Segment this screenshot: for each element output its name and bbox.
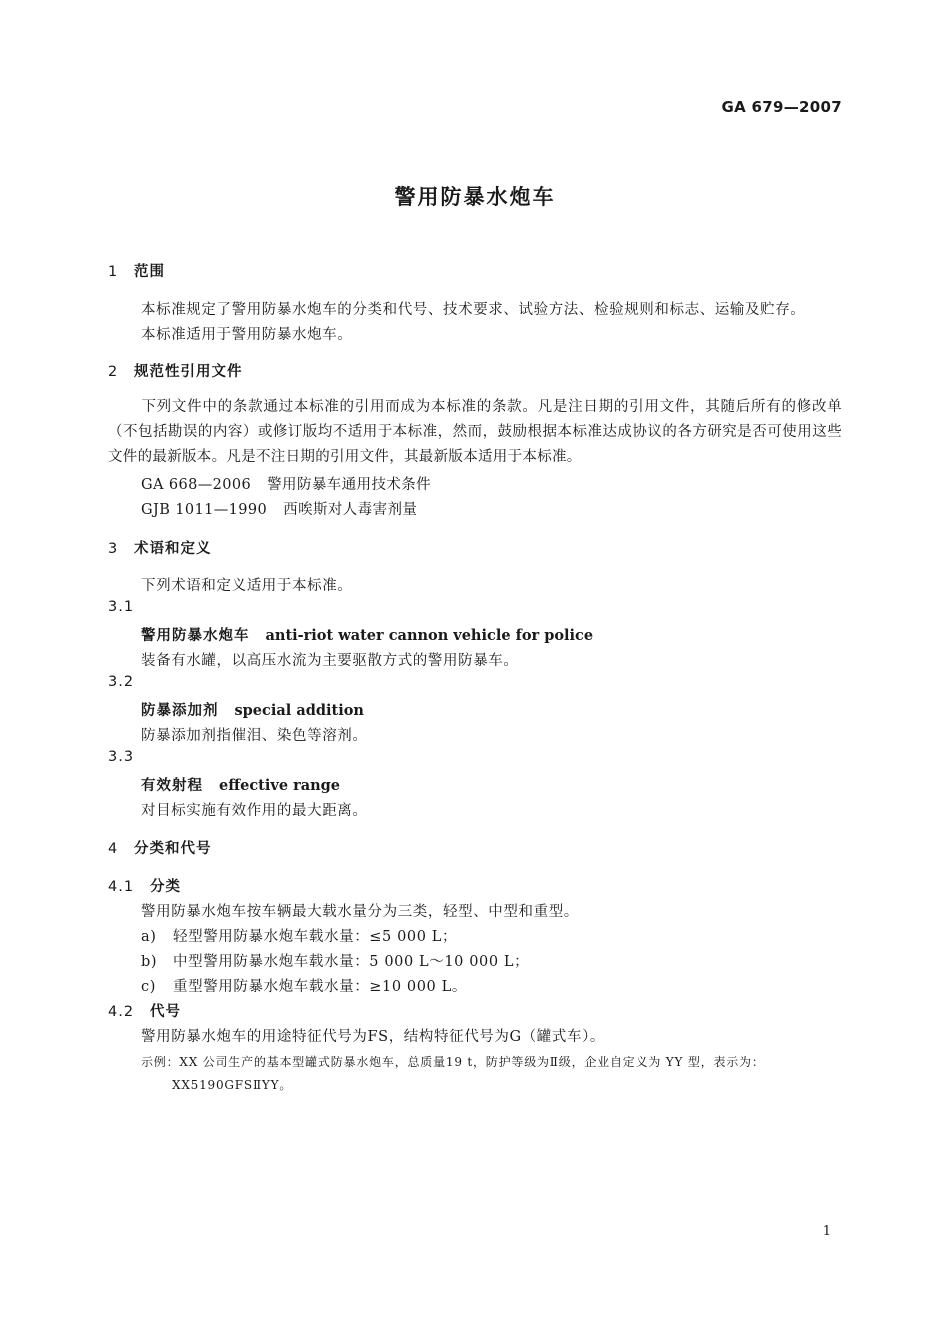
reference-title: 西唉斯对人毒害剂量 bbox=[283, 502, 418, 518]
list-item bbox=[141, 925, 457, 946]
term-definition: 对目标实施有效作用的最大距离。 bbox=[141, 803, 368, 819]
term-chinese: 防暴添加剂 bbox=[141, 703, 219, 719]
term-number: 3.2 bbox=[108, 674, 135, 690]
section-title: 分类和代号 bbox=[134, 841, 212, 857]
list-marker: a) bbox=[141, 929, 157, 945]
subsection-4-2-heading bbox=[108, 1000, 181, 1021]
section-3-heading bbox=[108, 537, 212, 558]
section-title: 范围 bbox=[134, 264, 165, 280]
section-1-paragraph-1: 本标准规定了警用防暴水炮车的分类和代号、技术要求、试验方法、检验规则和标志、运输及贮存。 bbox=[141, 302, 806, 318]
section-number: 3 bbox=[108, 541, 119, 557]
term-english: effective range bbox=[219, 777, 341, 794]
standard-number: GA 679—2007 bbox=[721, 98, 842, 116]
term-english: anti-riot water cannon vehicle for police bbox=[265, 627, 594, 644]
example-note-line-1: 示例：XX 公司生产的基本型罐式防暴水炮车，总质量19 t，防护等级为Ⅱ级，企业自定义为 YY 型，表示为： bbox=[141, 1055, 765, 1069]
section-1-paragraph-2: 本标准适用于警用防暴水炮车。 bbox=[141, 327, 353, 343]
subsection-number: 4.2 bbox=[108, 1004, 135, 1020]
example-note-line-2: XX5190GFSⅡYY。 bbox=[172, 1078, 293, 1092]
list-text: 中型警用防暴水炮车载水量：5 000 L～10 000 L； bbox=[173, 954, 530, 970]
term-entry bbox=[141, 699, 364, 720]
term-entry bbox=[141, 774, 340, 795]
term-number: 3.1 bbox=[108, 599, 135, 615]
reference-title: 警用防暴车通用技术条件 bbox=[267, 477, 432, 493]
section-number: 4 bbox=[108, 841, 119, 857]
term-chinese: 警用防暴水炮车 bbox=[141, 628, 250, 644]
section-1-heading bbox=[108, 260, 165, 281]
list-item bbox=[141, 950, 529, 971]
section-2-heading bbox=[108, 360, 243, 381]
section-2-paragraph-block bbox=[108, 395, 842, 470]
term-chinese: 有效射程 bbox=[141, 778, 203, 794]
term-definition: 装备有水罐，以高压水流为主要驱散方式的警用防暴车。 bbox=[141, 653, 519, 669]
reference-code: GA 668—2006 bbox=[141, 477, 252, 493]
reference-item bbox=[141, 498, 417, 519]
subsection-number: 4.1 bbox=[108, 879, 135, 895]
reference-item bbox=[141, 473, 431, 494]
term-number: 3.3 bbox=[108, 749, 135, 765]
subsection-4-1-paragraph: 警用防暴水炮车按车辆最大载水量分为三类，轻型、中型和重型。 bbox=[141, 904, 579, 920]
section-title: 术语和定义 bbox=[134, 541, 212, 557]
subsection-4-2-paragraph: 警用防暴水炮车的用途特征代号为FS，结构特征代号为G（罐式车）。 bbox=[141, 1029, 606, 1045]
page-number: 1 bbox=[822, 1224, 831, 1239]
section-number: 1 bbox=[108, 264, 119, 280]
list-text: 重型警用防暴水炮车载水量：≥10 000 L。 bbox=[173, 979, 467, 995]
term-entry bbox=[141, 624, 593, 645]
list-marker: b) bbox=[141, 954, 158, 970]
term-english: special addition bbox=[234, 702, 364, 719]
reference-code: GJB 1011—1990 bbox=[141, 502, 268, 518]
list-marker: c) bbox=[141, 979, 156, 995]
section-3-paragraph: 下列术语和定义适用于本标准。 bbox=[141, 578, 353, 594]
list-text: 轻型警用防暴水炮车载水量：≤5 000 L； bbox=[173, 929, 458, 945]
list-item bbox=[141, 975, 467, 996]
subsection-title: 代号 bbox=[150, 1004, 181, 1020]
section-number: 2 bbox=[108, 364, 119, 380]
section-4-heading bbox=[108, 837, 212, 858]
section-2-paragraph: 下列文件中的条款通过本标准的引用而成为本标准的条款。凡是注日期的引用文件，其随后所有的修改单（不包括勘误的内容）或修订版均不适用于本标准，然而，鼓励根据本标准达成协议的各方研究是否可使用这些文件的最新版本。凡是不注日期的引用文件，其最新版本适用于本标准。 bbox=[108, 399, 842, 465]
section-title: 规范性引用文件 bbox=[134, 364, 243, 380]
document-title: 警用防暴水炮车 bbox=[394, 185, 556, 209]
subsection-title: 分类 bbox=[150, 879, 181, 895]
subsection-4-1-heading bbox=[108, 875, 181, 896]
term-definition: 防暴添加剂指催泪、染色等溶剂。 bbox=[141, 728, 368, 744]
